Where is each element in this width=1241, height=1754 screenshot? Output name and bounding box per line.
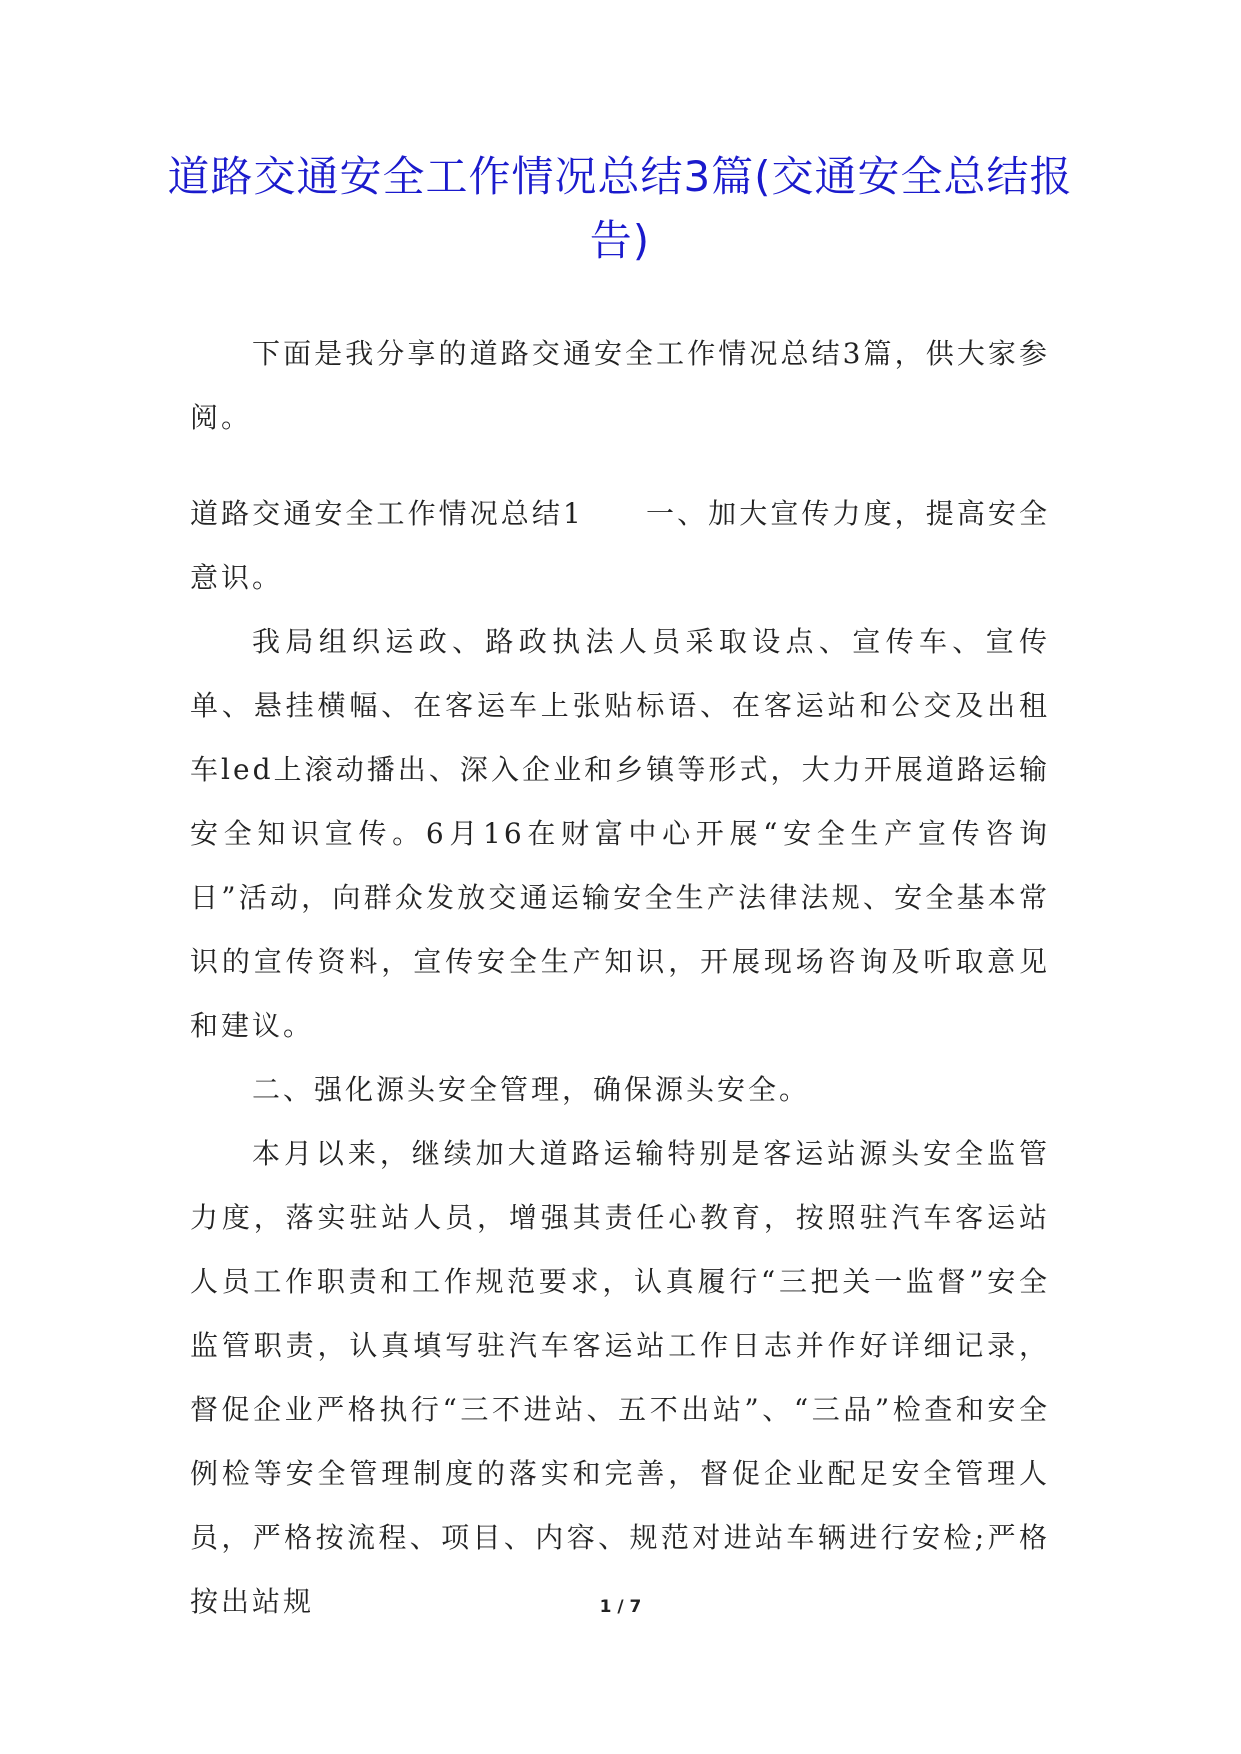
section-1-heading: 道路交通安全工作情况总结1 一、加大宣传力度，提高安全意识。	[190, 497, 1050, 594]
intro-block	[190, 322, 1050, 450]
section-1-paragraph: 我局组织运政、路政执法人员采取设点、宣传车、宣传单、悬挂横幅、在客运车上张贴标语、在客运站和公交及出租车led上滚动播出、深入企业和乡镇等形式，大力开展道路运输安全知识宣传。6月16在财富中心开展“安全生产宣传咨询日”活动，向群众发放交通运输安全生产法律法规、安全基本常识的宣传资料，宣传安全生产知识，开展现场咨询及听取意见和建议。	[190, 625, 1050, 1042]
page-number: 1 / 7	[599, 1597, 642, 1617]
intro-paragraph: 下面是我分享的道路交通安全工作情况总结3篇，供大家参阅。	[190, 337, 1050, 434]
section-1-block	[190, 482, 1050, 1634]
document-title: 道路交通安全工作情况总结3篇(交通安全总结报告)	[167, 152, 1073, 265]
section-2-paragraph: 本月以来，继续加大道路运输特别是客运站源头安全监管力度，落实驻站人员，增强其责任心教育，按照驻汽车客运站人员工作职责和工作规范要求，认真履行“三把关一监督”安全监管职责，认真填写驻汽车客运站工作日志并作好详细记录，督促企业严格执行“三不进站、五不出站”、“三品”检查和安全例检等安全管理制度的落实和完善，督促企业配足安全管理人员，严格按流程、项目、内容、规范对进站车辆进行安检;严格按出站规	[190, 1137, 1050, 1618]
section-2-heading: 二、强化源头安全管理，确保源头安全。	[252, 1073, 811, 1106]
